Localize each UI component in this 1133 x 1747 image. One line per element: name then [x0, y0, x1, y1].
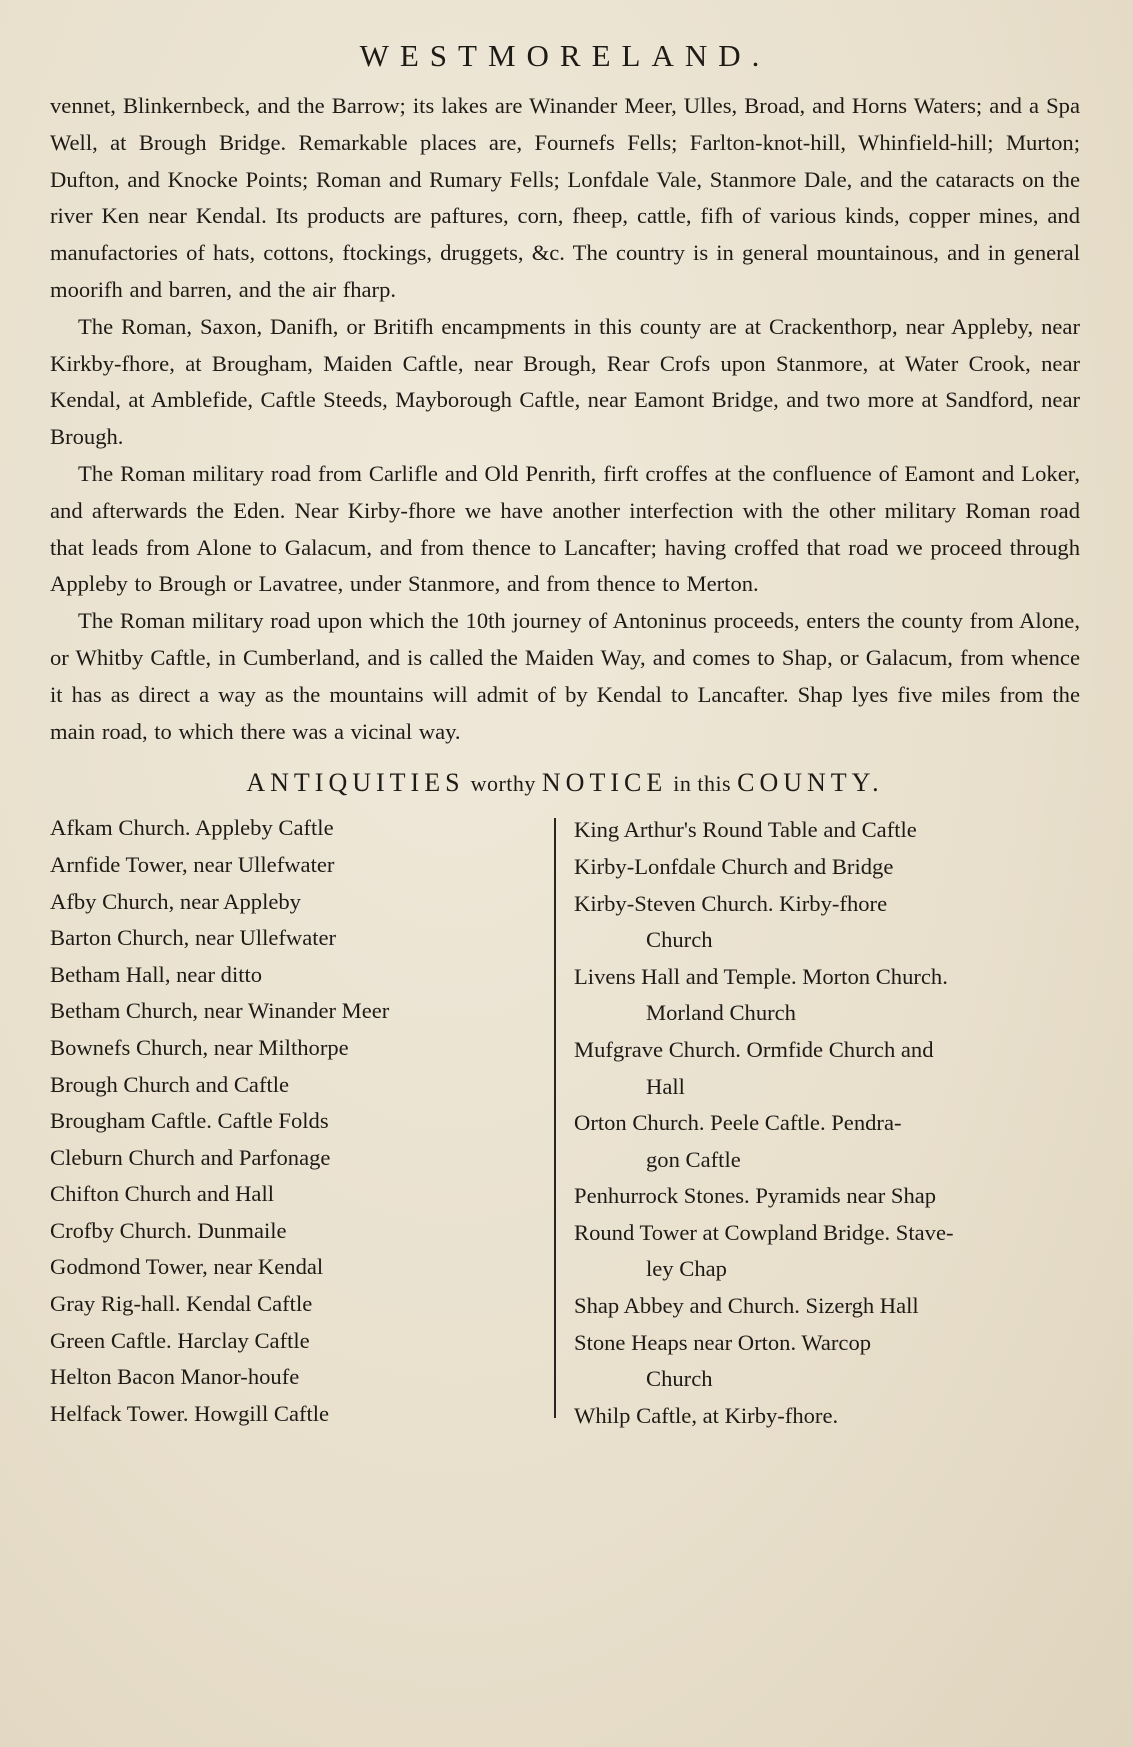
list-item-line: Penhurrock Stones. Pyramids near Shap [574, 1183, 937, 1209]
list-item-continuation: ley Chap [646, 1256, 727, 1282]
list-item-continuation: Church [646, 927, 713, 953]
heading-antiquities: ANTIQUITIES [246, 768, 465, 798]
list-item [574, 959, 1079, 1032]
list-item: Helfack Tower. Howgill Caftle [50, 1400, 330, 1426]
list-item-line: Whilp Caftle, at Kirby-fhore. [574, 1402, 839, 1428]
list-item-line: Mufgrave Church. Ormfide Church and [574, 1036, 934, 1062]
heading-county: COUNTY. [737, 768, 884, 798]
list-item-continuation: Hall [646, 1073, 685, 1099]
list-item [574, 1215, 1079, 1288]
list-item [574, 812, 1079, 849]
list-item: Godmond Tower, near Kendal [50, 1254, 324, 1280]
list-item-line: Shap Abbey and Church. Sizergh Hall [574, 1293, 919, 1319]
antiquities-left-column [50, 808, 558, 1434]
heading-in-this: in this [673, 771, 732, 797]
list-item: Brough Church and Caftle [50, 1071, 290, 1097]
list-item-line: Stone Heaps near Orton. Warcop [574, 1329, 872, 1355]
antiquities-right-column [558, 808, 1079, 1434]
list-item [574, 1288, 1079, 1325]
antiquities-heading [50, 768, 1080, 798]
heading-notice: NOTICE [541, 768, 668, 798]
paragraph-1: vennet, Blinkernbeck, and the Barrow; its lakes are Winander Meer, Ulles, Broad, and Horns Waters; and a Spa Well, at Brough Bridge. Remarkable places are, Fournefs Fells; Farlton-knot-hill, Whinfield-hill; Murton; Dufton, and Knocke Points; Roman and Rumary Fells; Lonfdale Vale, Stanmore Dale, and the cataracts on the river Ken near Kendal. Its products are paftures, corn, fheep, cattle, fifh of various kinds, copper mines, and manufactories of hats, cottons, ftockings, druggets, &c. The country is in general mountainous, and in general moorifh and barren, and the air fharp. [50, 93, 1080, 302]
list-item-line: Orton Church. Peele Caftle. Pendra- [574, 1110, 902, 1136]
list-item: Arnfide Tower, near Ullefwater [50, 851, 335, 877]
list-item: Brougham Caftle. Caftle Folds [50, 1108, 329, 1134]
list-item: Green Caftle. Harclay Caftle [50, 1327, 310, 1353]
list-item [574, 1105, 1079, 1178]
list-item-line: Round Tower at Cowpland Bridge. Stave- [574, 1219, 954, 1245]
list-item: Barton Church, near Ullefwater [50, 925, 337, 951]
list-item [574, 886, 1079, 959]
list-item [574, 1032, 1079, 1105]
list-item [574, 1398, 1079, 1435]
column-divider [554, 818, 556, 1418]
antiquities-lists [50, 808, 1080, 1434]
list-item: Crofby Church. Dunmaile [50, 1217, 287, 1243]
list-item-line: Kirby-Steven Church. Kirby-fhore [574, 890, 888, 916]
list-item: Cleburn Church and Parfonage [50, 1144, 331, 1170]
list-item: Betham Hall, near ditto [50, 961, 263, 987]
list-item: Afkam Church. Appleby Caftle [50, 815, 334, 841]
list-item-continuation: Church [646, 1366, 713, 1392]
paragraph-3: The Roman military road from Carlifle and Old Penrith, firft croffes at the confluence of Eamont and Loker, and afterwards the Eden. Near Kirby-fhore we have another interfection with the other military Roman road that leads from Alone to Galacum, and from thence to Lancafter; having croffed that road we proceed through Appleby to Brough or Lavatree, under Stanmore, and from thence to Merton. [50, 460, 1080, 597]
list-item [574, 1178, 1079, 1215]
list-item-line: Livens Hall and Temple. Morton Church. [574, 963, 948, 989]
list-item: Gray Rig-hall. Kendal Caftle [50, 1291, 313, 1317]
list-item-line: Kirby-Lonfdale Church and Bridge [574, 853, 894, 879]
paragraph-4: The Roman military road upon which the 10th journey of Antoninus proceeds, enters the county from Alone, or Whitby Caftle, in Cumberland, and is called the Maiden Way, and comes to Shap, or Galacum, from whence it has as direct a way as the mountains will admit of by Kendal to Lancafter. Shap lyes five miles from the main road, to which there was a vicinal way. [50, 608, 1080, 744]
list-item-line: King Arthur's Round Table and Caftle [574, 817, 917, 843]
list-item-continuation: Morland Church [646, 1000, 796, 1026]
paragraph-2: The Roman, Saxon, Danifh, or Britifh encampments in this county are at Crackenthorp, near Appleby, near Kirkby-fhore, at Brougham, Maiden Caftle, near Brough, Rear Crofs upon Stanmore, at Water Crook, near Kendal, at Amblefide, Caftle Steeds, Mayborough Caftle, near Eamont Bridge, and two more at Sandford, near Brough. [50, 313, 1080, 450]
list-item: Chifton Church and Hall [50, 1181, 275, 1207]
list-item: Bownefs Church, near Milthorpe [50, 1034, 349, 1060]
list-item: Helton Bacon Manor-houfe [50, 1364, 300, 1390]
list-item: Betham Church, near Winander Meer [50, 998, 390, 1024]
list-item-continuation: gon Caftle [646, 1146, 741, 1172]
list-item: Afby Church, near Appleby [50, 888, 301, 914]
page-title: WESTMORELAND. [359, 38, 771, 73]
list-item [574, 849, 1079, 886]
heading-worthy: worthy [470, 771, 536, 797]
page [50, 30, 1080, 1434]
list-item [574, 1325, 1079, 1398]
